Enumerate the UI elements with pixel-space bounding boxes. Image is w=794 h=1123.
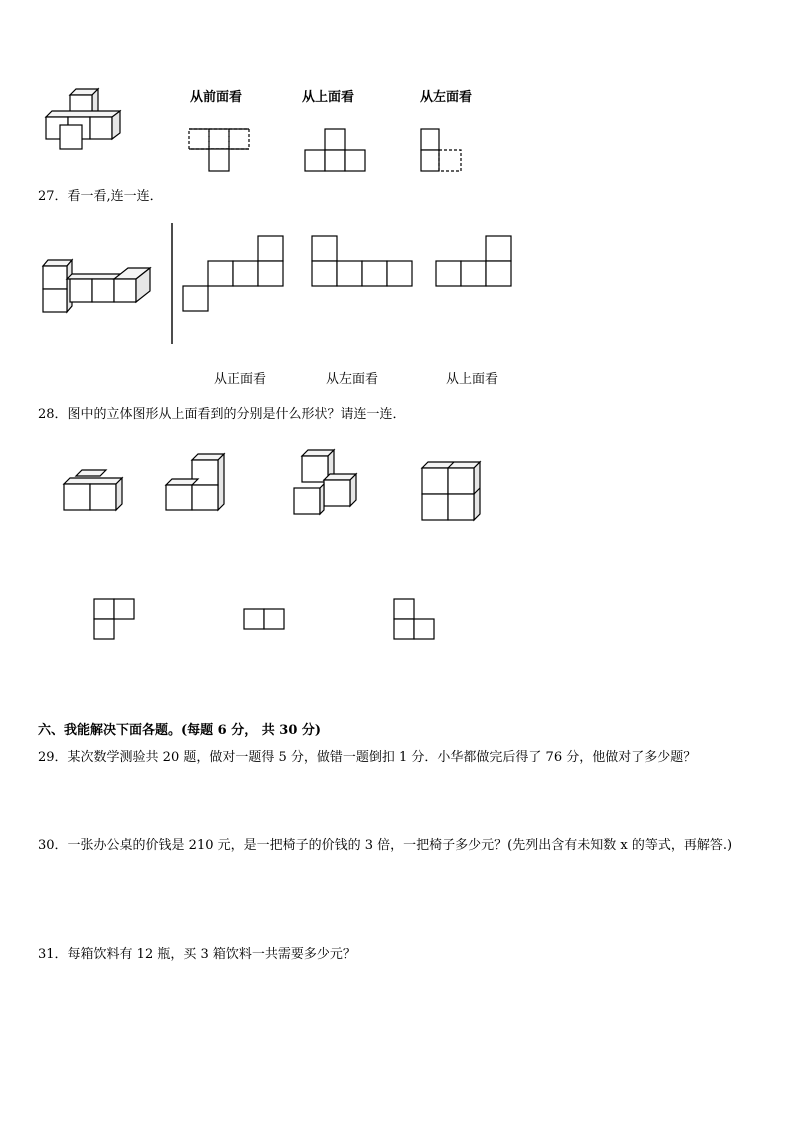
q28-shape-b xyxy=(243,608,287,632)
section-6-title: 六、我能解决下面各题。(每题 6 分， 共 30 分) xyxy=(38,723,322,738)
q30-question-text: 30．一张办公桌的价钱是 210 元，是一把椅子的价钱的 3 倍，一把椅子多少元？(先列出含有未知数 x 的等式，再解答.) xyxy=(38,838,733,853)
q28-solid-2 xyxy=(164,452,230,516)
q28-solid-4 xyxy=(420,460,486,524)
q27-label-front: 从正面看 xyxy=(214,372,267,387)
q28-solid-1 xyxy=(62,466,128,516)
q27-view-b xyxy=(312,235,414,289)
q26-view-top xyxy=(304,128,368,174)
q28-question-text: 28．图中的立体图形从上面看到的分别是什么形状？请连一连． xyxy=(38,407,406,422)
q26-view-label-front: 从前面看 xyxy=(190,90,243,105)
q26-view-label-left: 从左面看 xyxy=(420,90,473,105)
q27-label-top: 从上面看 xyxy=(446,372,499,387)
q27-question-text: 27．看一看,连一连． xyxy=(38,189,163,204)
q31-question-text: 31．每箱饮料有 12 瓶，买 3 箱饮料一共需要多少元？ xyxy=(38,947,356,962)
q26-view-left xyxy=(420,128,466,174)
q26-view-front xyxy=(188,128,250,174)
q28-solid-3 xyxy=(290,448,362,520)
q27-view-a xyxy=(183,235,285,313)
q27-view-c xyxy=(436,235,514,289)
q28-shape-a xyxy=(93,598,137,642)
q28-shape-c xyxy=(393,598,437,642)
q27-divider-line xyxy=(170,222,174,346)
q27-label-left: 从左面看 xyxy=(326,372,379,387)
q26-view-label-top: 从上面看 xyxy=(302,90,355,105)
q29-question-text: 29．某次数学测验共 20 题，做对一题得 5 分，做错一题倒扣 1 分．小华都做完后得了 76 分，他做对了多少题？ xyxy=(38,750,697,765)
q27-solid-figure xyxy=(40,256,155,314)
q26-solid-figure xyxy=(40,85,125,155)
